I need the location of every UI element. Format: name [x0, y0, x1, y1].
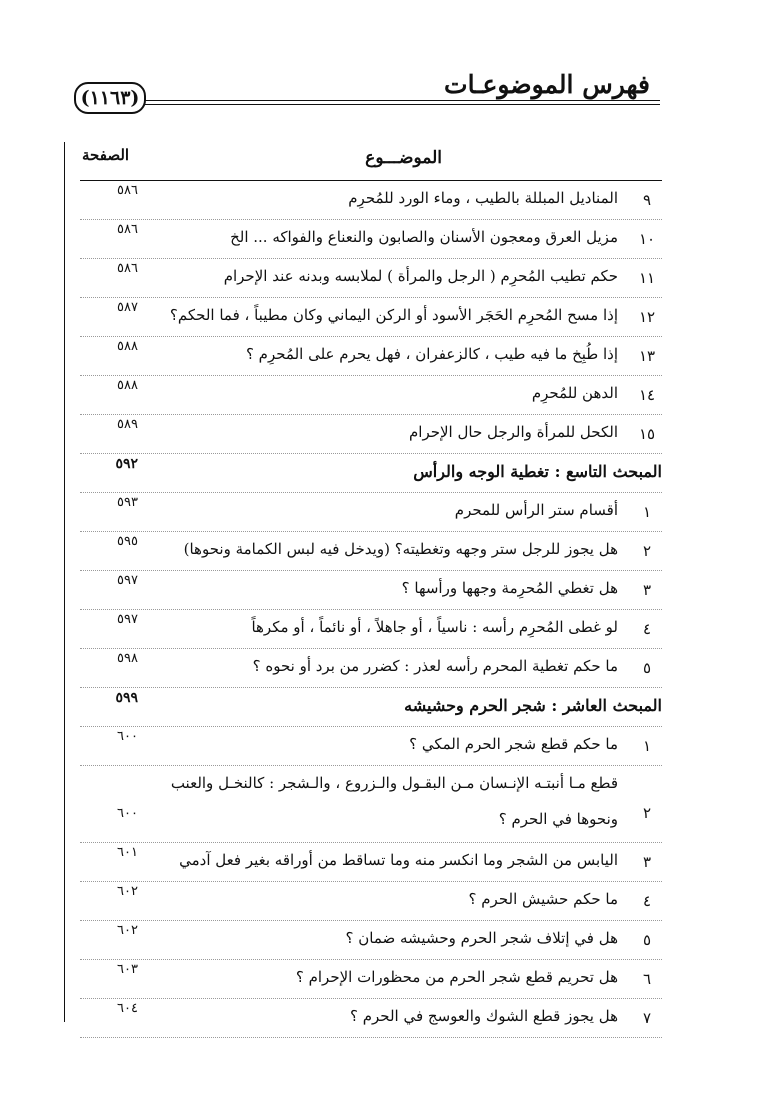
table-row	[80, 571, 662, 610]
table-row	[80, 727, 662, 766]
table-row	[80, 649, 662, 688]
table-row	[80, 843, 662, 882]
table-row	[80, 766, 662, 843]
section-heading-row	[80, 454, 662, 493]
row-number: ٥	[642, 931, 652, 949]
row-number: ١	[642, 737, 652, 755]
row-topic: هل يجوز للرجل ستر وجهه وتغطيته؟ (ويدخل فيه لبس الكمامة ونحوها)	[183, 540, 618, 558]
row-number: ١١	[638, 269, 656, 287]
row-page: ٥٩٣	[117, 495, 138, 510]
row-page: ٥٩٥	[117, 534, 138, 549]
row-topic: قطع مـا أنبتـه الإنـسان مـن البقـول والـزروع ، والـشجر : كالنخـل والعنب	[170, 774, 618, 792]
table-row	[80, 181, 662, 220]
row-page: ٥٩٧	[117, 612, 138, 627]
section-heading: المبحث التاسع : تغطية الوجه والرأس	[413, 462, 662, 481]
row-number: ٢	[642, 804, 652, 822]
row-page: ٦٠٣	[117, 962, 138, 977]
row-page: ٥٨٨	[117, 378, 138, 393]
row-page: ٥٨٩	[117, 417, 138, 432]
row-topic: مزيل العرق ومعجون الأسنان والصابون والنعناع والفواكه ... الخ	[230, 228, 618, 246]
table-row	[80, 532, 662, 571]
row-page: ٦٠٢	[117, 884, 138, 899]
row-number: ١٤	[638, 386, 656, 404]
row-page: ٥٩٨	[117, 651, 138, 666]
table-row	[80, 999, 662, 1038]
row-page: ٥٨٦	[117, 183, 138, 198]
row-topic: لو غطى المُحرِم رأسه : ناسياً ، أو جاهلاً ، أو نائماً ، أو مكرهاً	[251, 618, 618, 636]
row-page: ٥٩٧	[117, 573, 138, 588]
row-topic: ما حكم حشيش الحرم ؟	[468, 890, 618, 908]
row-page: ٥٨٦	[117, 222, 138, 237]
table-row	[80, 610, 662, 649]
table-row	[80, 259, 662, 298]
running-title: فهرس الموضوعـات	[444, 70, 650, 99]
table-of-contents	[80, 142, 662, 1038]
row-topic: إذا طُبِخ ما فيه طيب ، كالزعفران ، فهل يحرم على المُحرِم ؟	[245, 345, 618, 363]
row-number: ٤	[642, 620, 652, 638]
row-topic: حكم تطيب المُحرِم ( الرجل والمرأة ) لملابسه وبدنه عند الإحرام	[223, 267, 618, 285]
row-page: ٦٠١	[117, 845, 138, 860]
row-page: ٦٠٤	[117, 1001, 138, 1016]
table-row	[80, 960, 662, 999]
row-number: ٩	[642, 191, 652, 209]
row-number: ٧	[642, 1009, 652, 1027]
row-number: ١٢	[638, 308, 656, 326]
row-page: ٥٨٨	[117, 339, 138, 354]
row-topic: هل تحريم قطع شجر الحرم من محظورات الإحرام ؟	[295, 968, 618, 986]
table-row	[80, 882, 662, 921]
row-number: ٢	[642, 542, 652, 560]
row-topic: هل يجوز قطع الشوك والعوسج في الحرم ؟	[349, 1007, 618, 1025]
column-divider	[64, 142, 65, 1022]
table-row	[80, 376, 662, 415]
row-topic: هل في إتلاف شجر الحرم وحشيشه ضمان ؟	[345, 929, 618, 947]
row-number: ١	[642, 503, 652, 521]
row-page: ٥٨٧	[117, 300, 138, 315]
row-topic: أقسام ستر الرأس للمحرم	[454, 501, 618, 519]
row-page: ٥٩٢	[115, 456, 138, 472]
row-topic: الدهن للمُحرِم	[531, 384, 618, 402]
table-row	[80, 337, 662, 376]
table-row	[80, 415, 662, 454]
row-topic: هل تغطي المُحرِمة وجهها ورأسها ؟	[401, 579, 618, 597]
row-number: ١٠	[638, 230, 656, 248]
section-heading: المبحث العاشر : شجر الحرم وحشيشه	[404, 696, 662, 715]
page-number: (١١٦٣)	[74, 82, 146, 114]
row-topic: المناديل المبللة بالطيب ، وماء الورد للمُحرِم	[348, 189, 618, 207]
row-number: ٣	[642, 853, 652, 871]
header-rule	[145, 104, 660, 105]
row-topic: ما حكم قطع شجر الحرم المكي ؟	[409, 735, 618, 753]
row-number: ٦	[642, 970, 652, 988]
row-topic: إذا مسح المُحرِم الحَجَر الأسود أو الركن اليماني وكان مطيباً ، فما الحكم؟	[169, 306, 618, 324]
row-page: ٦٠٠	[117, 806, 138, 821]
table-row	[80, 493, 662, 532]
row-number: ١٥	[638, 425, 656, 443]
row-number: ٥	[642, 659, 652, 677]
running-header	[70, 62, 660, 112]
table-row	[80, 298, 662, 337]
row-number: ٣	[642, 581, 652, 599]
row-page: ٥٨٦	[117, 261, 138, 276]
row-topic-continued: ونحوها في الحرم ؟	[498, 810, 618, 828]
column-header-row	[80, 142, 662, 181]
section-heading-row	[80, 688, 662, 727]
row-topic: ما حكم تغطية المحرم رأسه لعذر : كضرر من برد أو نحوه ؟	[252, 657, 618, 675]
table-row	[80, 921, 662, 960]
page-column-header: الصفحة	[82, 146, 130, 164]
table-row	[80, 220, 662, 259]
row-page: ٦٠٢	[117, 923, 138, 938]
topic-column-header: الموضـــوع	[365, 148, 442, 168]
row-page: ٥٩٩	[115, 690, 138, 706]
row-number: ١٣	[638, 347, 656, 365]
row-topic: اليابس من الشجر وما انكسر منه وما تساقط من أوراقه بغير فعل آدمي	[179, 851, 618, 869]
row-number: ٤	[642, 892, 652, 910]
row-page: ٦٠٠	[117, 729, 138, 744]
header-rule	[145, 100, 660, 101]
row-topic: الكحل للمرأة والرجل حال الإحرام	[408, 423, 618, 441]
